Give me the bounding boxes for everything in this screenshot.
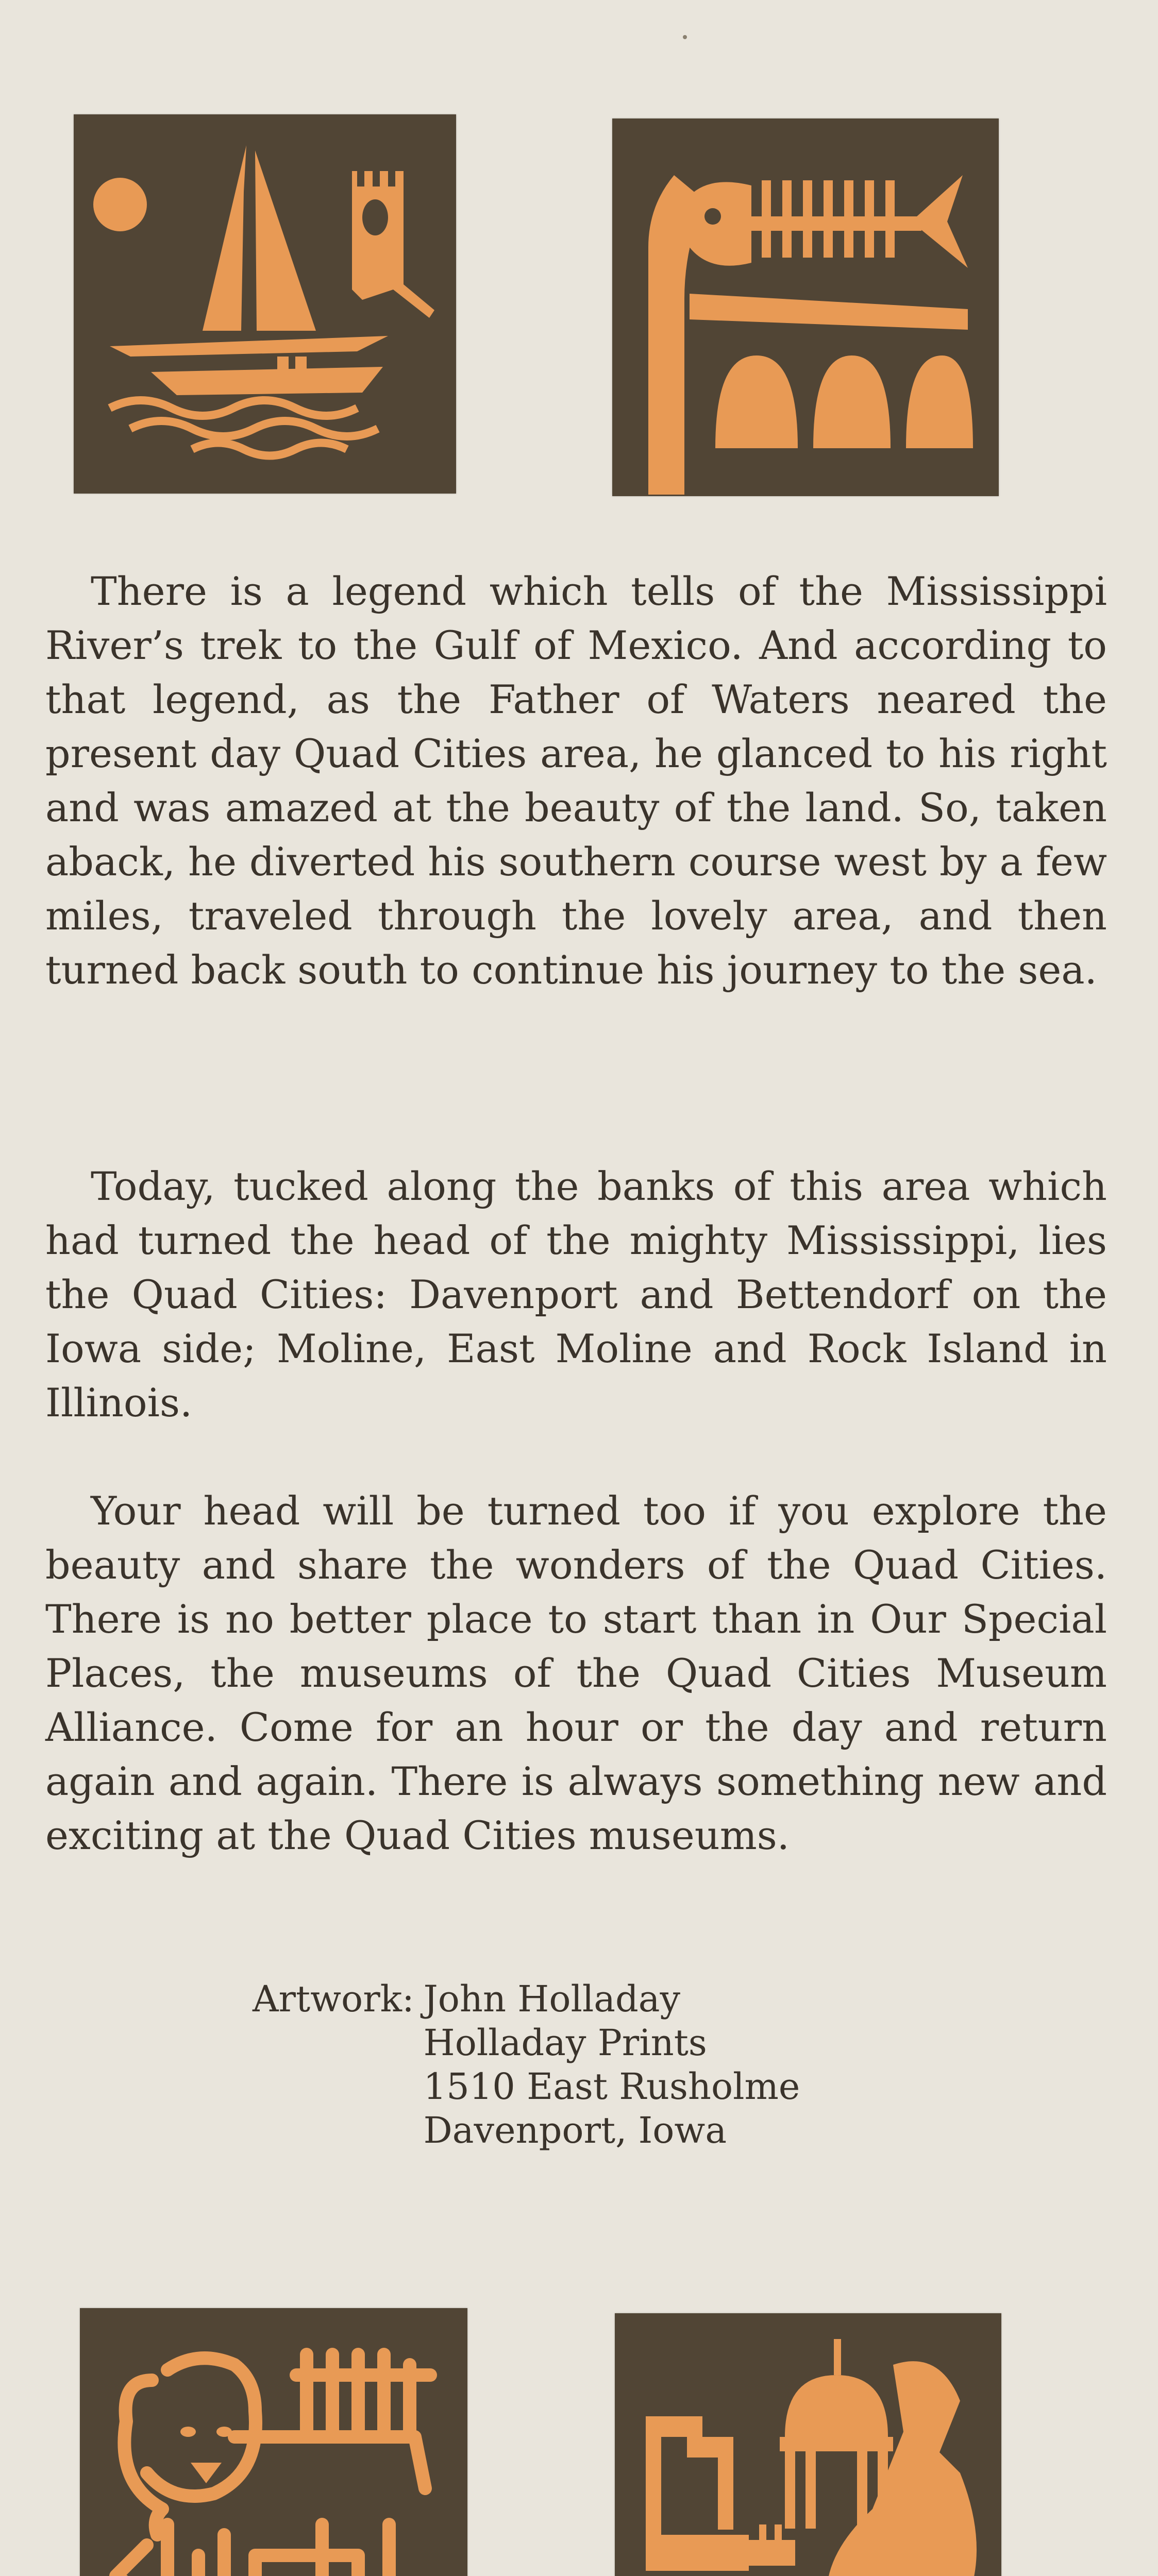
paragraph-text: Your head will be turned too if you explore the beauty and share the wonders of the Quad Cities. There is no better place to start than in Our Special Places, the museums of the Quad Cities Museum Alliance. Come for an hour or the day and return again and again. There is always something new and exciting at the Quad Cities museums. xyxy=(45,1488,1107,1858)
credits-label: Artwork: xyxy=(253,1978,414,2020)
credit-line: John Holladay xyxy=(423,1978,681,2020)
credit-line: Holladay Prints xyxy=(423,2022,707,2064)
museums-paragraph xyxy=(45,1484,1107,1862)
credits-lines xyxy=(424,1977,800,2153)
sailboat-icon xyxy=(74,114,456,494)
legend-paragraph xyxy=(45,564,1107,997)
quad-cities-paragraph xyxy=(45,1159,1107,1430)
paragraph-text: Today, tucked along the banks of this area which had turned the head of the mighty Mississippi, lies the Quad Cities: Davenport and Bettendorf on the Iowa side; Moline, East Moline and Rock Island in Illinois. xyxy=(45,1163,1107,1426)
paragraph-text: There is a legend which tells of the Mississippi River’s trek to the Gulf of Mexico. And according to that legend, as the Father of Waters neared the present day Quad Cities area, he glanced to his right and was amazed at the beauty of the land. So, taken aback, he diverted his southern course west by a few miles, traveled through the lovely area, and then turned back south to continue his journey to the sea. xyxy=(45,568,1107,993)
lion-icon xyxy=(80,2308,467,2576)
credit-line: 1510 East Rusholme xyxy=(423,2065,800,2108)
credit-line: Davenport, Iowa xyxy=(423,2109,727,2151)
paper-speck xyxy=(683,35,687,39)
artwork-credits xyxy=(253,1977,800,2153)
fish-skeleton-icon xyxy=(612,118,999,496)
music-instruments-icon xyxy=(615,2313,1001,2576)
